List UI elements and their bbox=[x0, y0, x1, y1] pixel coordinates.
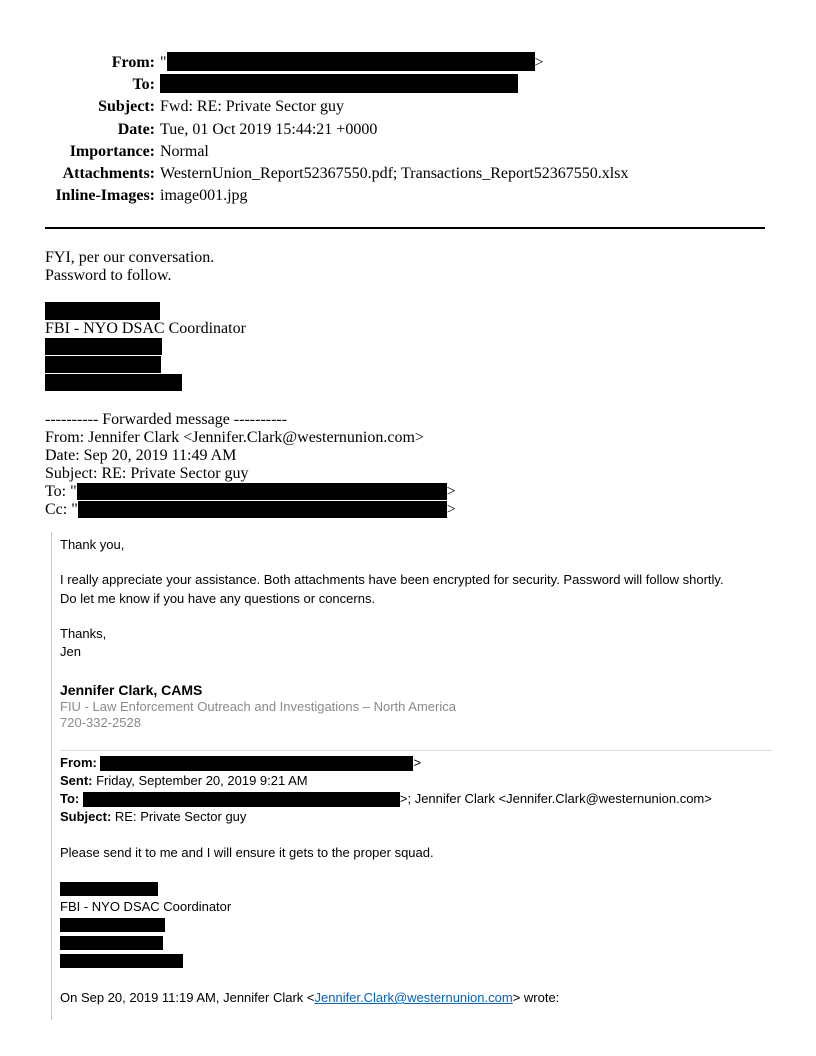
forwarded-date: Date: Sep 20, 2019 11:49 AM bbox=[45, 447, 237, 464]
quoted-from-row: From: > bbox=[60, 755, 422, 770]
redaction-block bbox=[77, 483, 447, 500]
from-label: From: bbox=[111, 54, 155, 71]
header-divider bbox=[45, 227, 765, 229]
reply-signature-title: FBI - NYO DSAC Coordinator bbox=[60, 899, 232, 914]
header-from-row bbox=[0, 52, 628, 74]
signature-department: FIU - Law Enforcement Outreach and Investigations – North America bbox=[60, 699, 456, 714]
quote-divider bbox=[60, 750, 772, 751]
to-label: To: bbox=[132, 76, 155, 94]
redaction-block bbox=[60, 936, 163, 950]
body-line: FYI, per our conversation. bbox=[45, 249, 215, 266]
quoted-message bbox=[51, 532, 774, 1020]
importance-value: Normal bbox=[160, 142, 209, 160]
signature-phone: 720-332-2528 bbox=[60, 715, 141, 730]
quoted-to-row: To: >; Jennifer Clark <Jennifer.Clark@westernunion.com> bbox=[60, 791, 712, 806]
email-link[interactable]: Jennifer.Clark@westernunion.com bbox=[314, 990, 513, 1005]
redaction-block bbox=[167, 52, 535, 71]
redaction-block bbox=[100, 756, 413, 771]
header-attachments-row bbox=[0, 163, 628, 185]
attachments-label: Attachments: bbox=[62, 164, 155, 182]
redaction-block bbox=[60, 882, 158, 896]
quoted-wrote-line: On Sep 20, 2019 11:19 AM, Jennifer Clark <Jennifer.Clark@westernunion.com> wrote: bbox=[60, 990, 560, 1005]
attachments-value[interactable]: WesternUnion_Report52367550.pdf; Transactions_Report52367550.xlsx bbox=[160, 164, 629, 182]
redaction-block bbox=[60, 918, 165, 932]
forwarded-from: From: Jennifer Clark <Jennifer.Clark@westernunion.com> bbox=[45, 429, 424, 446]
forwarded-cc: Cc: " > bbox=[45, 501, 456, 518]
quoted-sent-row: Sent: Friday, September 20, 2019 9:21 AM bbox=[60, 773, 308, 788]
message-body bbox=[45, 249, 214, 285]
header-importance-row bbox=[0, 141, 628, 163]
header-subject-row bbox=[0, 96, 628, 118]
redaction-block bbox=[45, 302, 160, 320]
quoted-greeting: Thank you, bbox=[60, 537, 125, 552]
quoted-subject-row: Subject: RE: Private Sector guy bbox=[60, 809, 247, 824]
redaction-block bbox=[160, 74, 518, 93]
sender-signature bbox=[45, 302, 246, 392]
forwarded-to: To: " > bbox=[45, 483, 456, 500]
header-date-row bbox=[0, 119, 628, 141]
date-value: Tue, 01 Oct 2019 15:44:21 +0000 bbox=[160, 120, 378, 138]
redaction-block bbox=[78, 501, 447, 518]
signature-name: Jennifer Clark, CAMS bbox=[60, 682, 203, 698]
forwarded-subject: Subject: RE: Private Sector guy bbox=[45, 465, 249, 482]
from-value: " > bbox=[160, 54, 544, 71]
quoted-signoff: Jen bbox=[60, 644, 81, 659]
signature-title: FBI - NYO DSAC Coordinator bbox=[45, 320, 246, 337]
importance-label: Importance: bbox=[69, 142, 155, 160]
body-line: Password to follow. bbox=[45, 267, 172, 284]
date-label: Date: bbox=[117, 120, 155, 138]
header-to-row bbox=[0, 74, 628, 96]
quoted-reply: Please send it to me and I will ensure it gets to the proper squad. bbox=[60, 845, 434, 860]
quoted-thanks: Thanks, bbox=[60, 626, 107, 641]
inline-images-label: Inline-Images: bbox=[55, 187, 155, 205]
header-inline-images-row bbox=[0, 185, 628, 207]
redaction-block bbox=[45, 374, 182, 391]
quoted-paragraph: Do let me know if you have any questions or concerns. bbox=[60, 591, 376, 606]
redaction-block bbox=[45, 356, 161, 373]
forwarded-header bbox=[45, 411, 456, 519]
subject-label: Subject: bbox=[98, 98, 155, 116]
redaction-block bbox=[60, 954, 183, 968]
inline-images-value[interactable]: image001.jpg bbox=[160, 187, 248, 205]
subject-value: Fwd: RE: Private Sector guy bbox=[160, 98, 344, 116]
email-header bbox=[0, 52, 628, 207]
quoted-paragraph: I really appreciate your assistance. Both attachments have been encrypted for security. Password will follow shortly. bbox=[60, 572, 724, 587]
redaction-block bbox=[45, 338, 162, 355]
forwarded-separator: ---------- Forwarded message ---------- bbox=[45, 411, 288, 428]
redaction-block bbox=[83, 792, 400, 807]
